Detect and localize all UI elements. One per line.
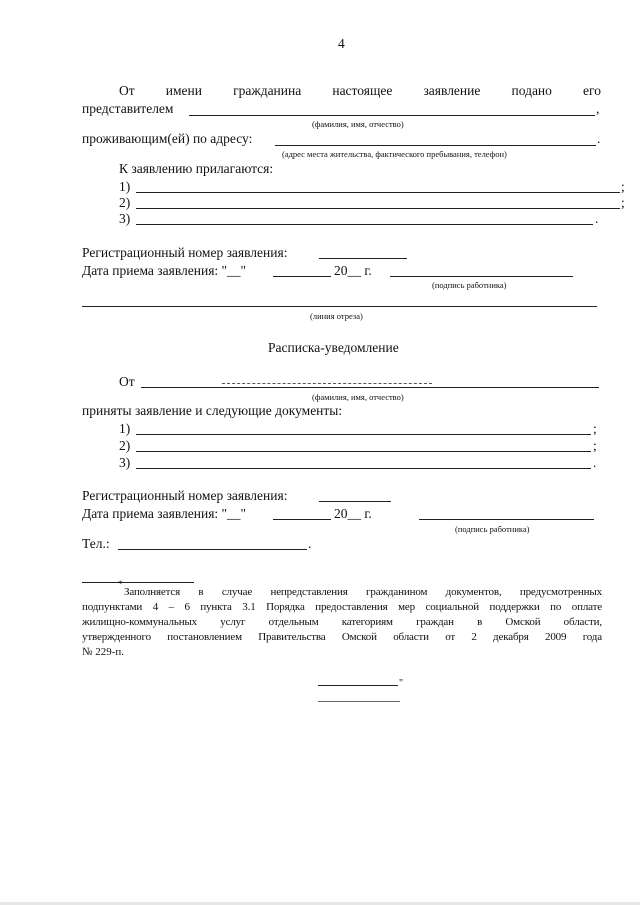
intro-word: настоящее <box>332 83 393 98</box>
receipt-date-month-line[interactable] <box>273 519 331 520</box>
receipt-number-label: Регистрационный номер заявления: <box>82 488 288 503</box>
representative-fio-caption: (фамилия, имя, отчество) <box>312 119 404 129</box>
registration-number-label: Регистрационный номер заявления: <box>82 245 288 260</box>
closing-quote-mark: " <box>399 678 404 689</box>
receipt-item-end: . <box>593 455 597 470</box>
receipt-item-number: 3) <box>119 455 131 470</box>
footnote-separator <box>82 582 194 583</box>
attachment-item-end: ; <box>621 179 625 194</box>
page-number: 4 <box>338 36 345 51</box>
receipt-item-end: ; <box>593 421 597 436</box>
intro-word: заявление <box>423 83 481 98</box>
attachment-item-end: ; <box>621 195 625 210</box>
registration-number-line[interactable] <box>319 258 407 259</box>
address-caption: (адрес места жительства, фактического пребывания, телефон) <box>282 149 507 159</box>
footnote-line: Заполняется в случае непредставления гражданином документов, предусмотренных <box>124 586 602 598</box>
attachment-item-line[interactable] <box>136 224 593 225</box>
receipt-item-line[interactable] <box>136 434 591 435</box>
representative-fio-line[interactable] <box>189 115 595 116</box>
receipt-item-number: 1) <box>119 421 131 436</box>
receipt-from-label: От <box>119 374 135 389</box>
receipt-date-prefix: Дата приема заявления: "__" <box>82 506 247 521</box>
intro-word: гражданина <box>233 83 302 98</box>
attachment-item-number: 2) <box>119 195 131 210</box>
registration-date-month-line[interactable] <box>273 276 331 277</box>
footnote-line: подпунктами 4 – 6 пункта 3.1 Порядка предоставления мер социальной поддержки по оплате <box>82 601 602 613</box>
attachment-item-number: 3) <box>119 211 131 226</box>
cut-line-caption: (линия отреза) <box>310 311 363 321</box>
intro-first-line <box>119 83 601 99</box>
intro-word: подано <box>511 83 552 98</box>
closing-line <box>318 701 400 702</box>
closing-line <box>318 685 398 686</box>
address-period: . <box>597 131 601 146</box>
receipt-signature-caption: (подпись работника) <box>455 524 530 534</box>
receipt-from-strike-through <box>222 383 432 384</box>
receipt-from-line[interactable] <box>141 387 599 388</box>
address-label: проживающим(ей) по адресу: <box>82 131 253 146</box>
receipt-item-line[interactable] <box>136 468 591 469</box>
attachment-item-line[interactable] <box>136 192 620 193</box>
footnote-line: № 229-п. <box>82 646 125 658</box>
representative-comma: , <box>596 101 600 116</box>
receipt-title: Расписка-уведомление <box>268 340 399 355</box>
phone-label: Тел.: <box>82 536 110 551</box>
cut-line <box>82 306 597 307</box>
phone-line[interactable] <box>118 549 307 550</box>
attachments-heading: К заявлению прилагаются: <box>119 161 274 176</box>
attachment-item-number: 1) <box>119 179 131 194</box>
receipt-date-year: 20__ г. <box>334 506 372 521</box>
registration-signature-caption: (подпись работника) <box>432 280 507 290</box>
registration-date-year: 20__ г. <box>334 263 372 278</box>
intro-word: имени <box>165 83 202 98</box>
footnote-line: жилищно-коммунальных услуг отдельным категориям граждан в Омской области, <box>82 616 602 628</box>
receipt-accepted-text: приняты заявление и следующие документы: <box>82 403 343 418</box>
attachment-item-end: . <box>595 211 599 226</box>
receipt-item-end: ; <box>593 438 597 453</box>
intro-word: От <box>119 83 135 98</box>
representative-label: представителем <box>82 101 174 116</box>
registration-signature-line[interactable] <box>390 276 573 277</box>
registration-date-prefix: Дата приема заявления: "__" <box>82 263 247 278</box>
attachment-item-line[interactable] <box>136 208 620 209</box>
phone-end: . <box>308 536 312 551</box>
footnote-marker: * <box>118 579 123 589</box>
receipt-number-line[interactable] <box>319 501 391 502</box>
receipt-item-number: 2) <box>119 438 131 453</box>
footnote-line: утвержденного постановлением Правительства Омской области от 2 декабря 2009 года <box>82 631 602 643</box>
address-line[interactable] <box>275 145 596 146</box>
receipt-signature-line[interactable] <box>419 519 594 520</box>
receipt-item-line[interactable] <box>136 451 591 452</box>
receipt-fio-caption: (фамилия, имя, отчество) <box>312 392 404 402</box>
intro-word: его <box>583 83 601 98</box>
